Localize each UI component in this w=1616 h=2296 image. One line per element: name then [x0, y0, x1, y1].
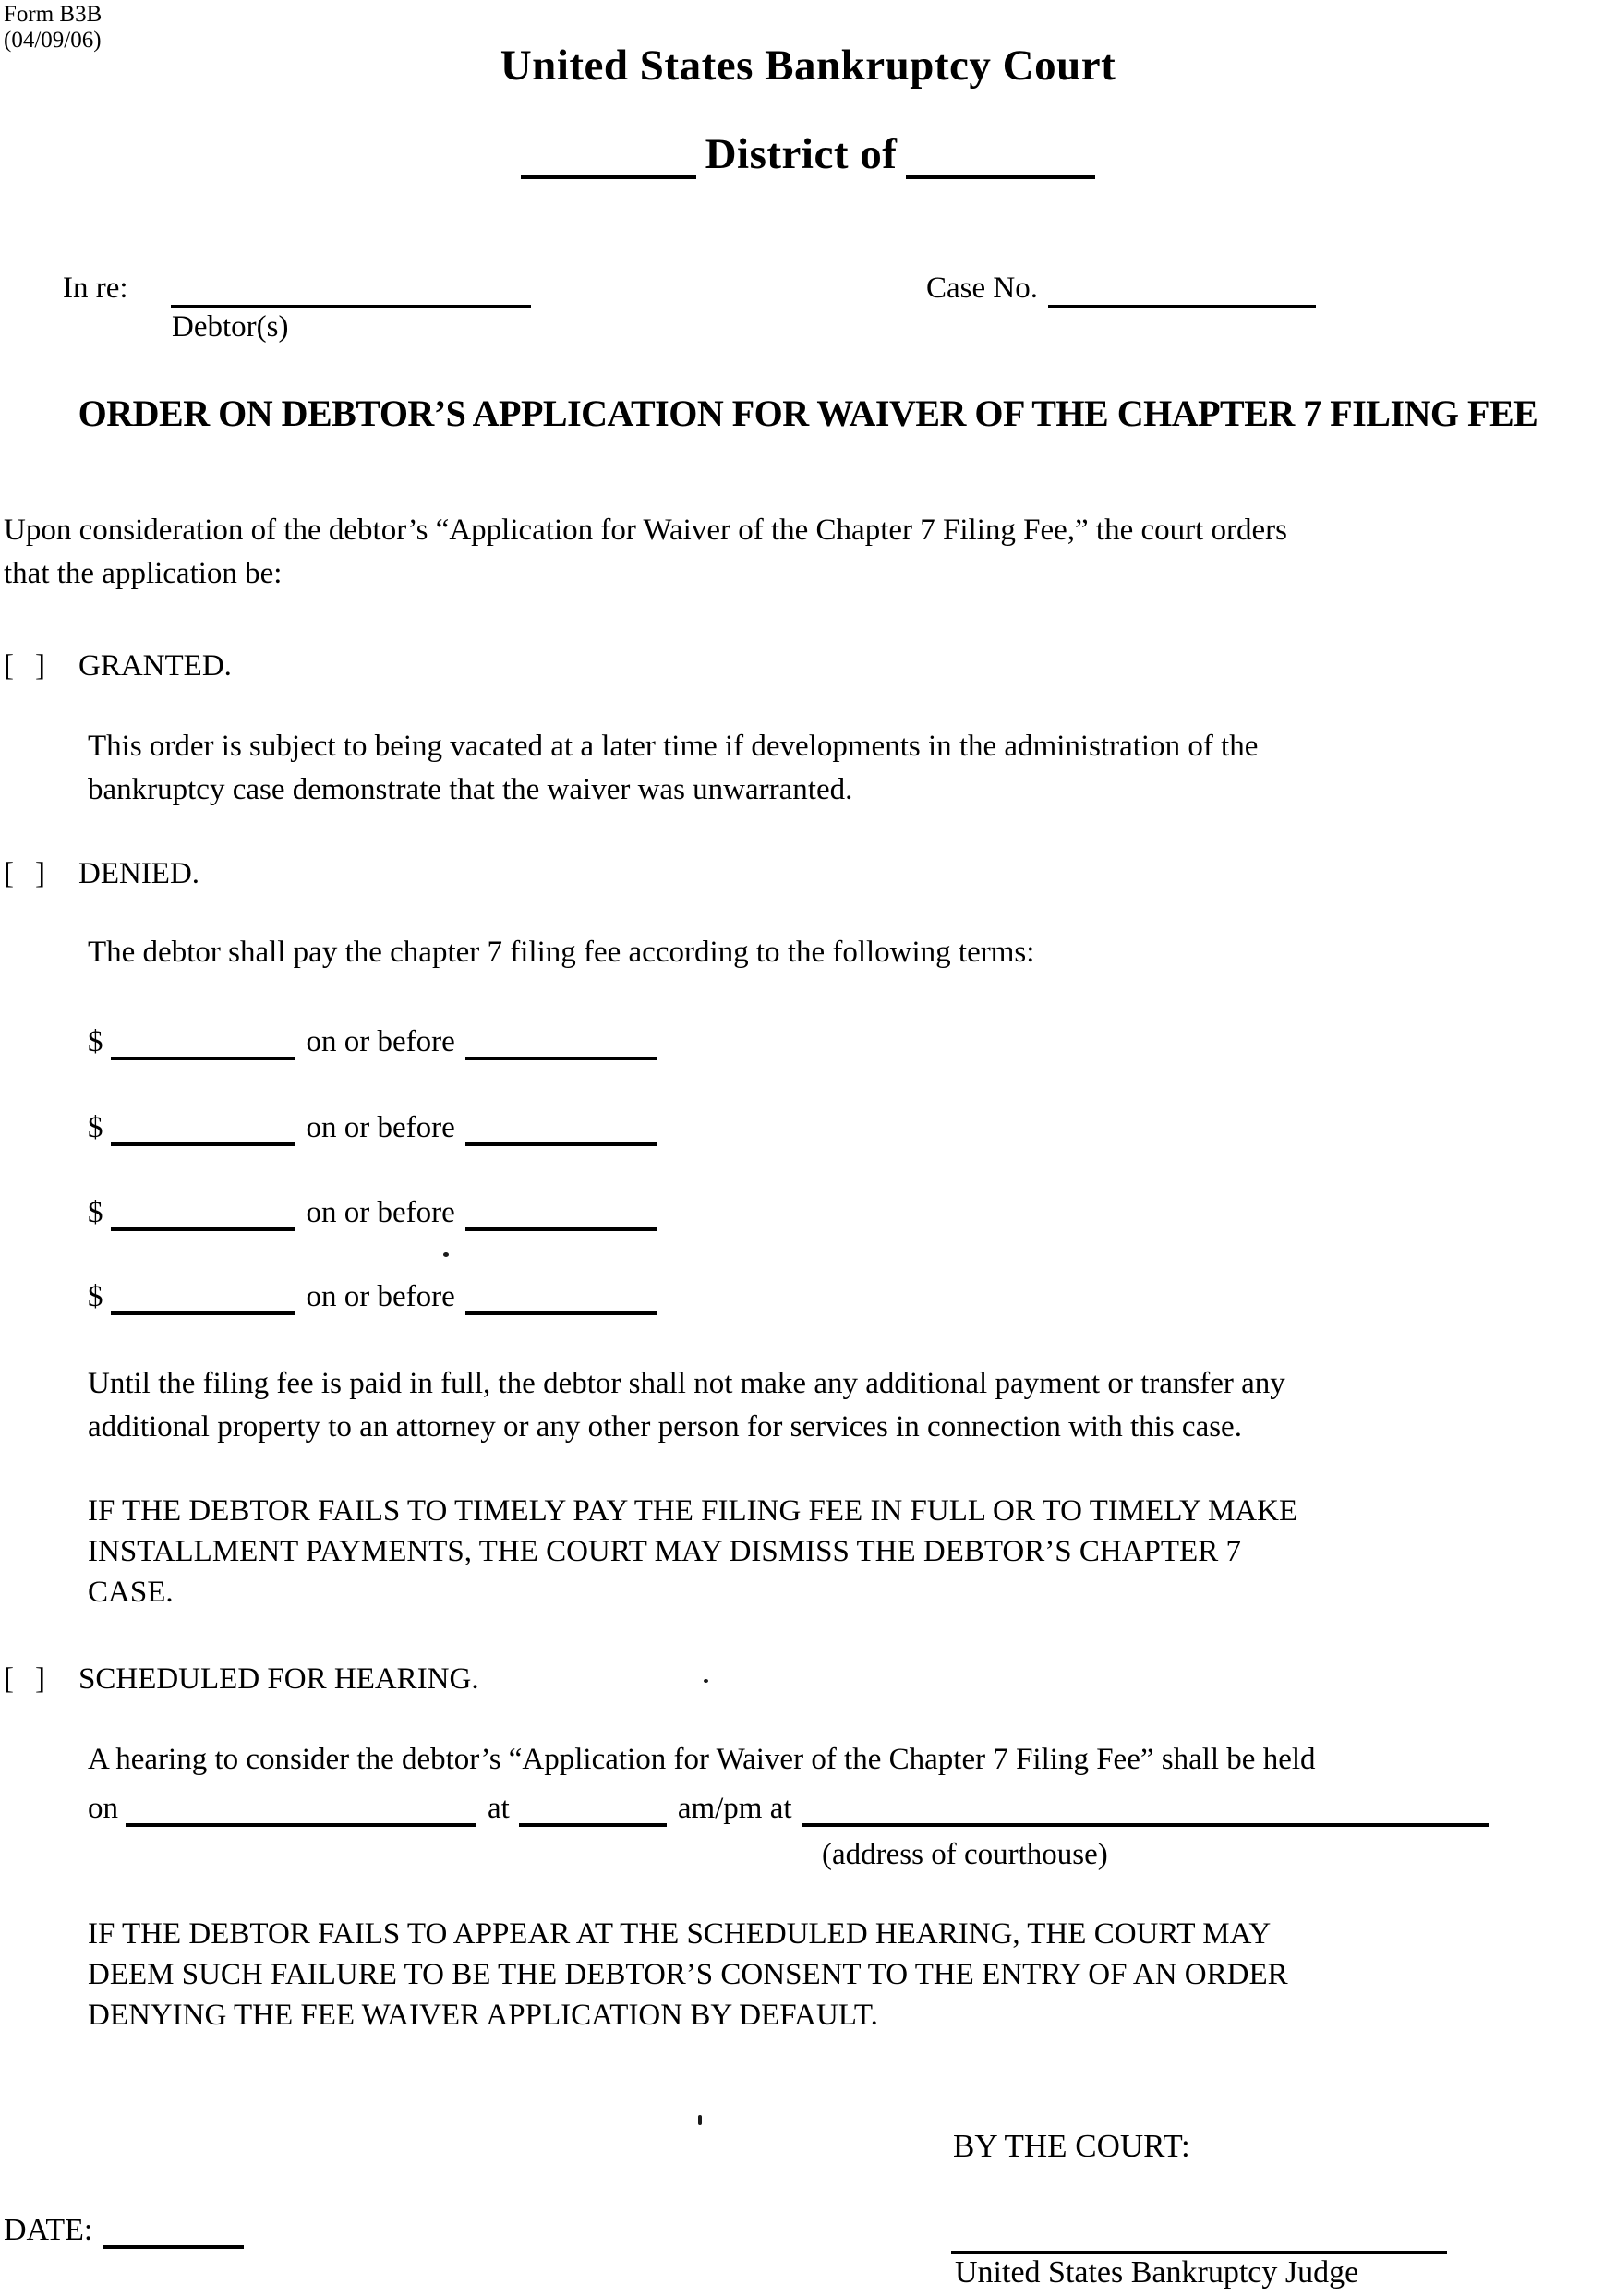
payment-date-field-1[interactable]	[465, 1051, 657, 1060]
payment-amount-field-2[interactable]	[111, 1137, 295, 1146]
default-warning-line: DENYING THE FEE WAIVER APPLICATION BY DEFAULT.	[88, 1999, 878, 2032]
dismissal-warning-paragraph	[88, 1491, 1297, 1613]
open-bracket: [	[4, 857, 14, 890]
payment-date-field-2[interactable]	[465, 1137, 657, 1146]
close-bracket: ]	[35, 649, 45, 683]
scan-artifact	[704, 1679, 708, 1683]
on-or-before-label: on or before	[306, 1025, 455, 1058]
open-bracket: [	[4, 649, 14, 683]
case-no-label: Case No.	[926, 272, 1038, 305]
hearing-body-line: A hearing to consider the debtor’s “Application for Waiver of the Chapter 7 Filing Fee” shall be held	[88, 1743, 1316, 1776]
scan-artifact	[698, 2115, 702, 2125]
denied-label: DENIED.	[78, 857, 200, 890]
payment-date-field-3[interactable]	[465, 1222, 657, 1231]
hearing-date-field[interactable]	[126, 1818, 476, 1827]
intro-line: that the application be:	[4, 557, 283, 590]
on-or-before-label: on or before	[306, 1196, 455, 1229]
granted-line: bankruptcy case demonstrate that the waiver was unwarranted.	[88, 773, 853, 806]
courthouse-address-field[interactable]	[802, 1818, 1489, 1827]
on-or-before-label: on or before	[306, 1280, 455, 1313]
hearing-time-field[interactable]	[519, 1818, 667, 1827]
dismissal-warning-line: CASE.	[88, 1576, 174, 1609]
open-bracket: [	[4, 1662, 14, 1696]
payment-amount-field-3[interactable]	[111, 1222, 295, 1231]
granted-label: GRANTED.	[78, 649, 232, 683]
hearing-schedule-line	[88, 1790, 1489, 1827]
dollar-sign: $	[88, 1280, 103, 1313]
denied-intro: The debtor shall pay the chapter 7 filing fee according to the following terms:	[88, 936, 1035, 969]
district-label: District of	[705, 130, 898, 178]
payment-amount-field-4[interactable]	[111, 1306, 295, 1315]
payment-row	[88, 1194, 657, 1231]
by-the-court-label: BY THE COURT:	[953, 2128, 1190, 2164]
in-re-label: In re:	[63, 272, 128, 305]
district-line	[0, 129, 1616, 179]
restriction-line: additional property to an attorney or any other person for services in connection with this case.	[88, 1410, 1242, 1444]
default-warning-line: IF THE DEBTOR FAILS TO APPEAR AT THE SCHEDULED HEARING, THE COURT MAY	[88, 1917, 1272, 1951]
order-title: ORDER ON DEBTOR’S APPLICATION FOR WAIVER OF THE CHAPTER 7 FILING FEE	[78, 393, 1538, 434]
order-date-field[interactable]	[103, 2240, 244, 2249]
default-warning-line: DEEM SUCH FAILURE TO BE THE DEBTOR’S CONSENT TO THE ENTRY OF AN ORDER	[88, 1958, 1288, 1991]
dollar-sign: $	[88, 1111, 103, 1144]
court-title: United States Bankruptcy Court	[500, 42, 1116, 90]
district-name-field[interactable]	[906, 169, 1095, 179]
form-date: (04/09/06)	[4, 28, 102, 53]
payment-amount-field-1[interactable]	[111, 1051, 295, 1060]
address-caption: (address of courthouse)	[822, 1838, 1108, 1871]
form-number: Form B3B	[4, 2, 103, 27]
restriction-line: Until the filing fee is paid in full, the debtor shall not make any additional payment or transfer any	[88, 1367, 1285, 1400]
close-bracket: ]	[35, 1662, 45, 1696]
close-bracket: ]	[35, 857, 45, 890]
payment-row	[88, 1109, 657, 1146]
hearing-row	[4, 1661, 479, 1698]
at-label: at	[488, 1792, 510, 1825]
payment-row	[88, 1278, 657, 1315]
date-label: DATE:	[4, 2213, 93, 2247]
judge-signature-field[interactable]	[951, 2251, 1447, 2254]
intro-line: Upon consideration of the debtor’s “Application for Waiver of the Chapter 7 Filing Fee,” the court orders	[4, 514, 1287, 547]
granted-line: This order is subject to being vacated at a later time if developments in the administration of the	[88, 730, 1259, 763]
ampm-at-label: am/pm at	[677, 1792, 792, 1825]
dollar-sign: $	[88, 1025, 103, 1058]
dismissal-warning-line: IF THE DEBTOR FAILS TO TIMELY PAY THE FILING FEE IN FULL OR TO TIMELY MAKE	[88, 1494, 1298, 1528]
denied-checkbox[interactable]	[4, 857, 45, 890]
granted-paragraph	[88, 725, 1258, 812]
hearing-label: SCHEDULED FOR HEARING.	[78, 1662, 479, 1696]
judge-title: United States Bankruptcy Judge	[955, 2255, 1359, 2290]
granted-row	[4, 647, 232, 684]
granted-checkbox[interactable]	[4, 649, 45, 683]
default-warning-paragraph	[88, 1914, 1288, 2036]
on-or-before-label: on or before	[306, 1111, 455, 1144]
denied-row	[4, 855, 199, 892]
restriction-paragraph	[88, 1362, 1285, 1449]
payment-date-field-4[interactable]	[465, 1306, 657, 1315]
case-number-field[interactable]	[1048, 305, 1316, 308]
on-label: on	[88, 1792, 118, 1825]
debtors-label: Debtor(s)	[172, 310, 289, 344]
scan-artifact	[443, 1252, 449, 1257]
hearing-checkbox[interactable]	[4, 1662, 45, 1696]
dollar-sign: $	[88, 1196, 103, 1229]
payment-row	[88, 1023, 657, 1060]
dismissal-warning-line: INSTALLMENT PAYMENTS, THE COURT MAY DISMISS THE DEBTOR’S CHAPTER 7	[88, 1535, 1241, 1568]
district-prefix-field[interactable]	[521, 169, 696, 179]
intro-paragraph	[4, 509, 1287, 596]
date-row	[4, 2213, 244, 2249]
